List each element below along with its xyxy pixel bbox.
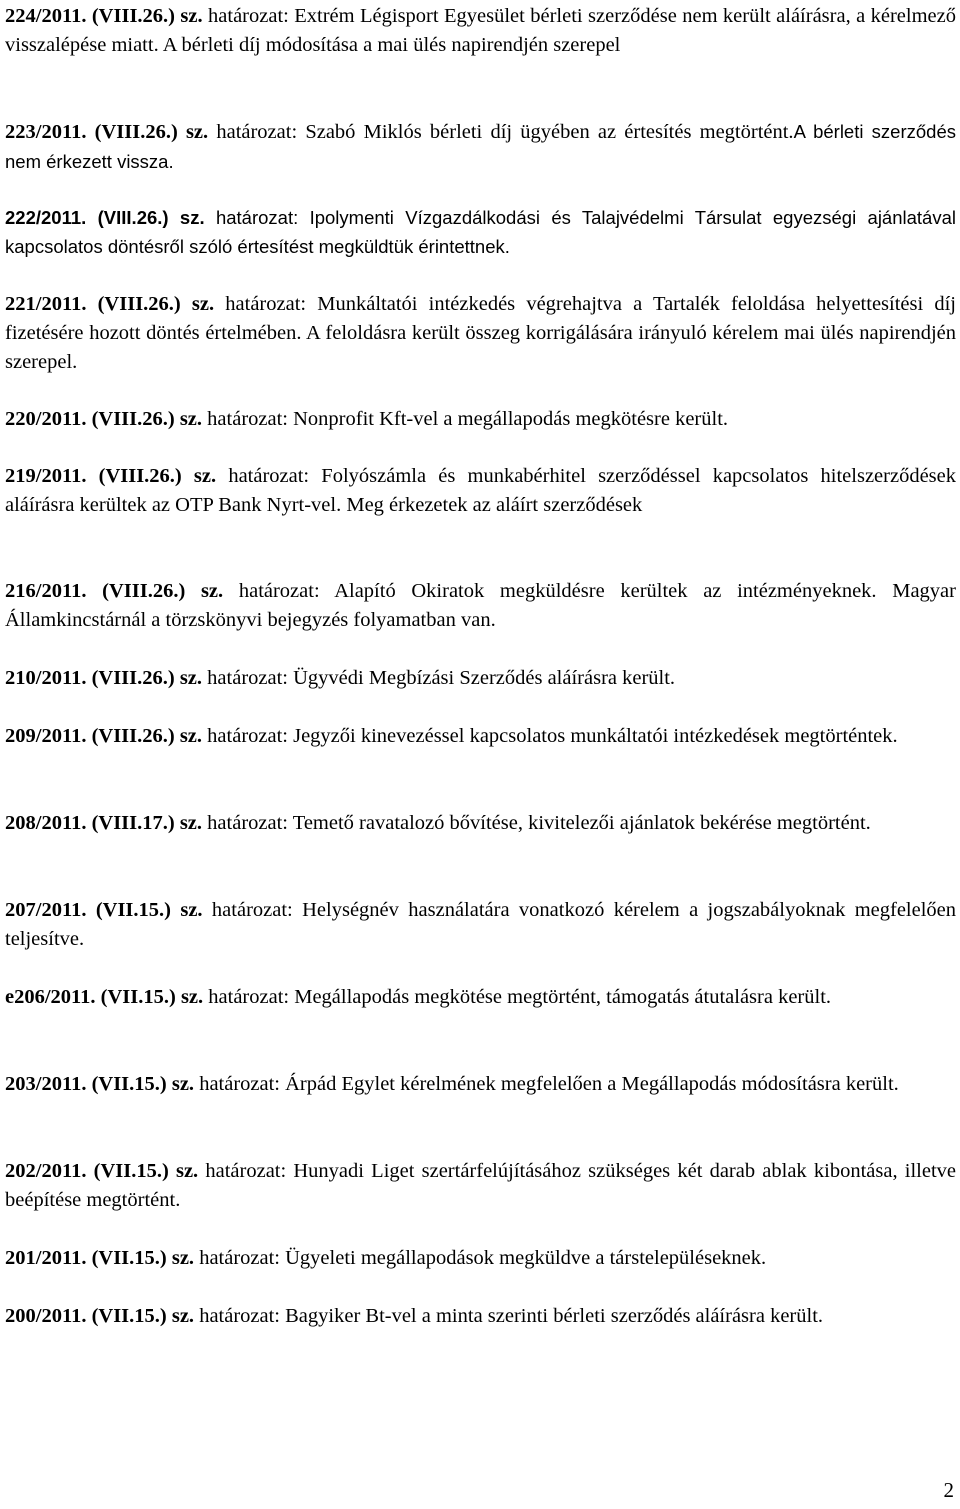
resolution-text: határozat: Alapító Okiratok megküldésre kerültek az intézményeknek. Magyar Államkincstárnál a törzskönyvi bejegyzés folyamatban van. (5, 580, 956, 631)
resolution-text: határozat: Helységnév használatára vonatkozó kérelem a jogszabályoknak megfelelően teljesítve. (5, 899, 957, 950)
resolution-text-continued: A bérleti szerződés nem érkezett vissza. (5, 121, 956, 172)
resolution-entry (5, 983, 956, 1012)
resolution-entry (5, 896, 956, 954)
resolution-number: 200/2011. (VII.15.) sz. (5, 1305, 195, 1327)
resolution-text: határozat: Szabó Miklós bérleti díj ügyében az értesítés megtörtént. (208, 121, 794, 143)
resolution-number: 219/2011. (VIII.26.) sz. (5, 465, 217, 487)
resolution-number: 209/2011. (VIII.26.) sz. (5, 725, 203, 747)
resolution-entry (5, 290, 956, 377)
resolution-text: határozat: Ügyvédi Megbízási Szerződés aláírásra került. (202, 667, 676, 689)
resolution-entry (5, 117, 956, 177)
resolution-number: 220/2011. (VIII.26.) sz. (5, 408, 203, 430)
resolution-entry (5, 1157, 956, 1215)
resolution-entry (5, 1302, 956, 1331)
resolution-entry (5, 722, 956, 751)
resolution-text: határozat: Ipolymenti Vízgazdálkodási és Talajvédelmi Társulat egyezségi ajánlatával kapcsolatos döntésről szóló értesítést megküldtük érintettnek. (5, 207, 956, 257)
resolution-text: határozat: Jegyzői kinevezéssel kapcsolatos munkáltatói intézkedések megtörténtek. (202, 725, 898, 747)
resolution-text: határozat: Bagyiker Bt-vel a minta szerinti bérleti szerződés aláírásra került. (194, 1305, 824, 1327)
resolution-number: 216/2011. (VIII.26.) sz. (5, 580, 224, 602)
resolution-entry (5, 462, 956, 520)
resolution-number: 224/2011. (VIII.26.) sz. (5, 5, 203, 27)
resolution-number: 221/2011. (VIII.26.) sz. (5, 293, 215, 315)
resolution-text: határozat: Munkáltatói intézkedés végrehajtva a Tartalék feloldása helyettesítési díj fizetésére hozott döntés értelmében. A feloldásra került összeg korrigálására irányuló kérelem mai ülés napirendjén szerepel. (5, 293, 956, 373)
resolution-number: 203/2011. (VII.15.) sz. (5, 1073, 195, 1095)
resolution-entry (5, 2, 956, 60)
resolution-entry (5, 1244, 956, 1273)
resolution-number: 202/2011. (VII.15.) sz. (5, 1160, 199, 1182)
resolution-number: 201/2011. (VII.15.) sz. (5, 1247, 195, 1269)
resolution-text: határozat: Árpád Egylet kérelmének megfelelően a Megállapodás módosításra került. (194, 1073, 899, 1095)
resolution-number: 207/2011. (VII.15.) sz. (5, 899, 203, 921)
resolution-entry (5, 1070, 956, 1099)
resolution-text: határozat: Extrém Légisport Egyesület bérleti szerződése nem került aláírásra, a kérelmező visszalépése miatt. A bérleti díj módosítása a mai ülés napirendjén szerepel (5, 5, 956, 56)
resolution-text: határozat: Temető ravatalozó bővítése, kivitelezői ajánlatok bekérése megtörtént. (202, 812, 871, 834)
resolution-number: 208/2011. (VIII.17.) sz. (5, 812, 203, 834)
resolution-entry (5, 809, 956, 838)
resolution-entry (5, 203, 956, 261)
resolution-number: 210/2011. (VIII.26.) sz. (5, 667, 203, 689)
resolution-number: 222/2011. (VIII.26.) sz. (5, 207, 205, 228)
resolution-text: határozat: Megállapodás megkötése megtörtént, támogatás átutalásra került. (203, 986, 832, 1008)
resolution-text: határozat: Hunyadi Liget szertárfelújításához szükséges két darab ablak kibontása, illetve beépítése megtörtént. (5, 1160, 956, 1211)
resolution-text: határozat: Nonprofit Kft-vel a megállapodás megkötésre került. (202, 408, 729, 430)
resolution-entry (5, 405, 956, 434)
resolution-text: határozat: Ügyeleti megállapodások megküldve a társtelepüléseknek. (194, 1247, 767, 1269)
resolution-number: 223/2011. (VIII.26.) sz. (5, 121, 209, 143)
resolution-text: határozat: Folyószámla és munkabérhitel szerződéssel kapcsolatos hitelszerződések aláírásra kerültek az OTP Bank Nyrt-vel. Meg érkezetek az aláírt szerződések (5, 465, 956, 516)
resolution-number: e206/2011. (VII.15.) sz. (5, 986, 204, 1008)
page-number: 2 (943, 1478, 954, 1502)
resolution-entry (5, 577, 956, 635)
resolution-entry (5, 664, 956, 693)
